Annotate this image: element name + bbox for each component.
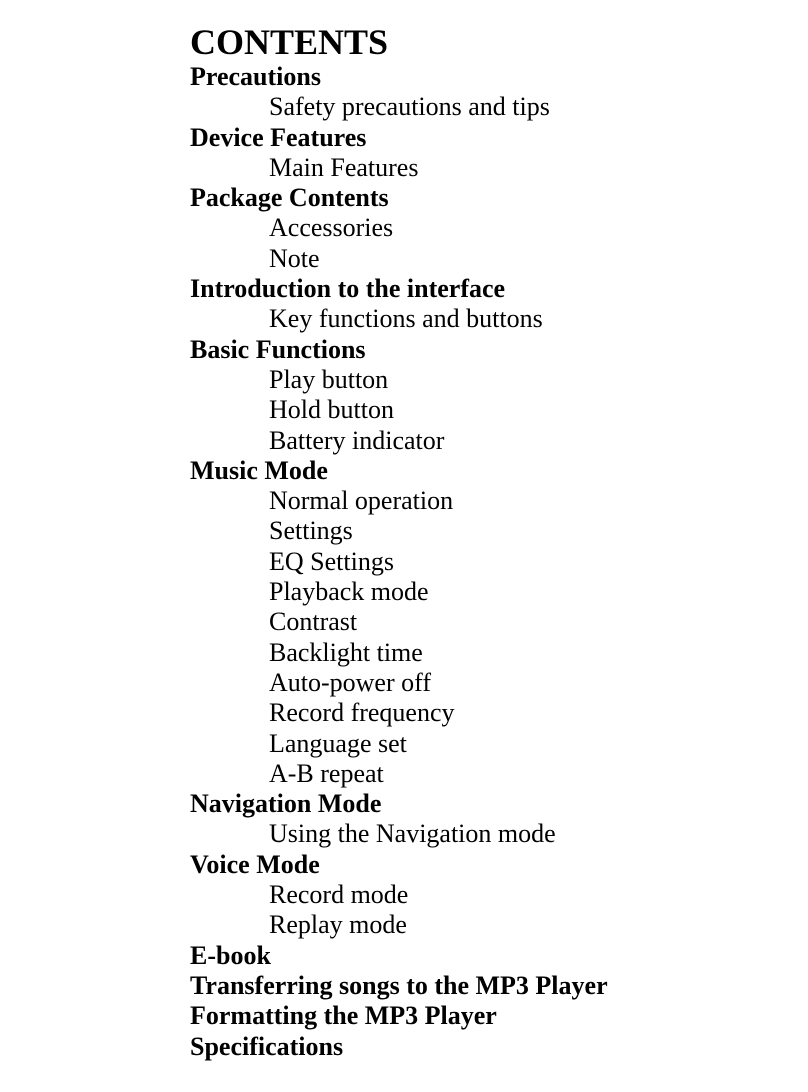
toc-section-title[interactable]: Package Contents bbox=[190, 183, 389, 213]
toc-section bbox=[190, 123, 808, 184]
page-title: CONTENTS bbox=[190, 22, 389, 62]
contents-page bbox=[190, 22, 808, 1062]
toc-subsection-item[interactable]: Safety precautions and tips bbox=[269, 92, 550, 122]
toc-section-title[interactable]: Voice Mode bbox=[190, 849, 320, 879]
toc-subsection-list bbox=[190, 880, 808, 941]
toc-subsection-list bbox=[190, 92, 808, 122]
toc-subsection-item[interactable]: Playback mode bbox=[269, 577, 429, 607]
toc-subsection-list bbox=[190, 153, 808, 183]
toc-section-title[interactable]: Precautions bbox=[190, 62, 321, 91]
toc-section bbox=[190, 1001, 808, 1031]
toc-section bbox=[190, 62, 808, 123]
toc-subsection-item[interactable]: Main Features bbox=[269, 152, 419, 182]
toc-subsection-item[interactable]: A-B repeat bbox=[269, 758, 384, 788]
toc-subsection-list bbox=[190, 819, 808, 849]
toc-section-title[interactable]: Navigation Mode bbox=[190, 789, 382, 819]
toc-section-title[interactable]: Formatting the MP3 Player bbox=[190, 1001, 497, 1031]
toc-subsection-item[interactable]: Contrast bbox=[269, 607, 358, 637]
toc-section-title[interactable]: Music Mode bbox=[190, 455, 328, 485]
toc-subsection-item[interactable]: Play button bbox=[269, 364, 389, 394]
toc-section-title[interactable]: Device Features bbox=[190, 122, 367, 152]
toc-section bbox=[190, 274, 808, 335]
toc-section-title[interactable]: E-book bbox=[190, 940, 271, 970]
toc-section bbox=[190, 1032, 808, 1062]
toc-subsection-item[interactable]: EQ Settings bbox=[269, 546, 394, 576]
toc-subsection-item[interactable]: Key functions and buttons bbox=[269, 304, 543, 334]
toc-subsection-list bbox=[190, 365, 808, 456]
table-of-contents bbox=[190, 62, 808, 1062]
toc-section bbox=[190, 183, 808, 274]
toc-subsection-list bbox=[190, 304, 808, 334]
toc-subsection-item[interactable]: Hold button bbox=[269, 395, 394, 425]
toc-subsection-item[interactable]: Using the Navigation mode bbox=[269, 819, 556, 849]
toc-subsection-list bbox=[190, 213, 808, 274]
toc-section bbox=[190, 789, 808, 850]
toc-section-title[interactable]: Specifications bbox=[190, 1031, 344, 1061]
toc-section-title[interactable]: Transferring songs to the MP3 Player bbox=[190, 970, 608, 1000]
toc-subsection-item[interactable]: Note bbox=[269, 243, 320, 273]
toc-subsection-item[interactable]: Record mode bbox=[269, 880, 409, 910]
toc-subsection-item[interactable]: Auto-power off bbox=[269, 667, 431, 697]
toc-subsection-item[interactable]: Record frequency bbox=[269, 698, 455, 728]
toc-subsection-item[interactable]: Settings bbox=[269, 516, 353, 546]
toc-section bbox=[190, 941, 808, 971]
toc-section-title[interactable]: Introduction to the interface bbox=[190, 274, 506, 304]
toc-section bbox=[190, 971, 808, 1001]
toc-section bbox=[190, 456, 808, 789]
toc-section bbox=[190, 335, 808, 456]
toc-subsection-item[interactable]: Replay mode bbox=[269, 910, 407, 940]
toc-subsection-item[interactable]: Battery indicator bbox=[269, 425, 445, 455]
toc-section bbox=[190, 850, 808, 941]
toc-subsection-list bbox=[190, 486, 808, 789]
toc-section-title[interactable]: Basic Functions bbox=[190, 334, 366, 364]
toc-subsection-item[interactable]: Accessories bbox=[269, 213, 394, 243]
toc-subsection-item[interactable]: Normal operation bbox=[269, 486, 454, 516]
toc-subsection-item[interactable]: Language set bbox=[269, 728, 407, 758]
toc-subsection-item[interactable]: Backlight time bbox=[269, 637, 423, 667]
